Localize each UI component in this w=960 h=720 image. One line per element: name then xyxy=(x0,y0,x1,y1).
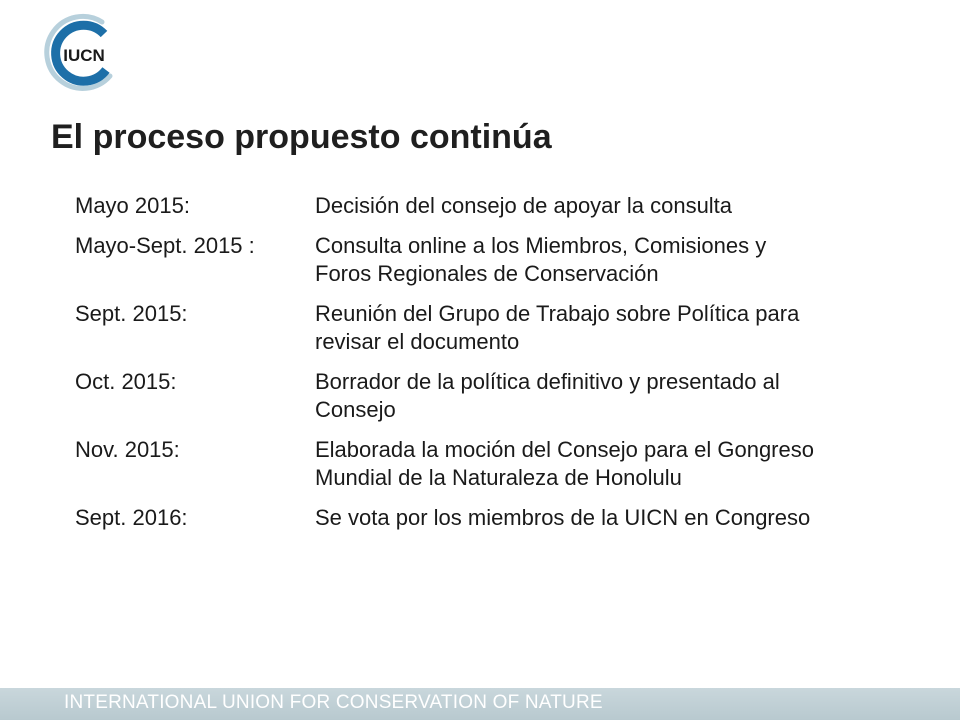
timeline-date: Sept. 2015: xyxy=(75,301,188,326)
timeline-row xyxy=(75,232,945,288)
page-title: El proceso propuesto continúa xyxy=(51,118,552,156)
timeline-row xyxy=(75,436,945,492)
timeline-row xyxy=(75,300,945,356)
timeline-description: Consulta online a los Miembros, Comisiones y Foros Regionales de Conservación xyxy=(315,233,767,286)
logo-text: IUCN xyxy=(63,46,105,65)
timeline-date: Mayo-Sept. 2015 : xyxy=(75,233,255,258)
timeline-row xyxy=(75,368,945,424)
timeline-description: Borrador de la política definitivo y presentado al Consejo xyxy=(315,369,780,422)
timeline-date: Sept. 2016: xyxy=(75,505,188,530)
timeline-row xyxy=(75,192,945,220)
footer-bar xyxy=(0,688,960,720)
timeline-row xyxy=(75,504,945,532)
timeline-description: Elaborada la moción del Consejo para el Gongreso Mundial de la Naturaleza de Honolulu xyxy=(315,437,814,490)
timeline-description: Decisión del consejo de apoyar la consulta xyxy=(315,193,733,218)
timeline-list xyxy=(75,192,945,544)
iucn-logo-icon xyxy=(40,12,124,96)
iucn-logo xyxy=(40,12,124,96)
timeline-date: Nov. 2015: xyxy=(75,437,180,462)
timeline-date: Oct. 2015: xyxy=(75,369,177,394)
timeline-description: Reunión del Grupo de Trabajo sobre Política para revisar el documento xyxy=(315,301,800,354)
footer-text: INTERNATIONAL UNION FOR CONSERVATION OF NATURE xyxy=(64,692,603,713)
timeline-date: Mayo 2015: xyxy=(75,193,190,218)
timeline-description: Se vota por los miembros de la UICN en Congreso xyxy=(315,505,811,530)
